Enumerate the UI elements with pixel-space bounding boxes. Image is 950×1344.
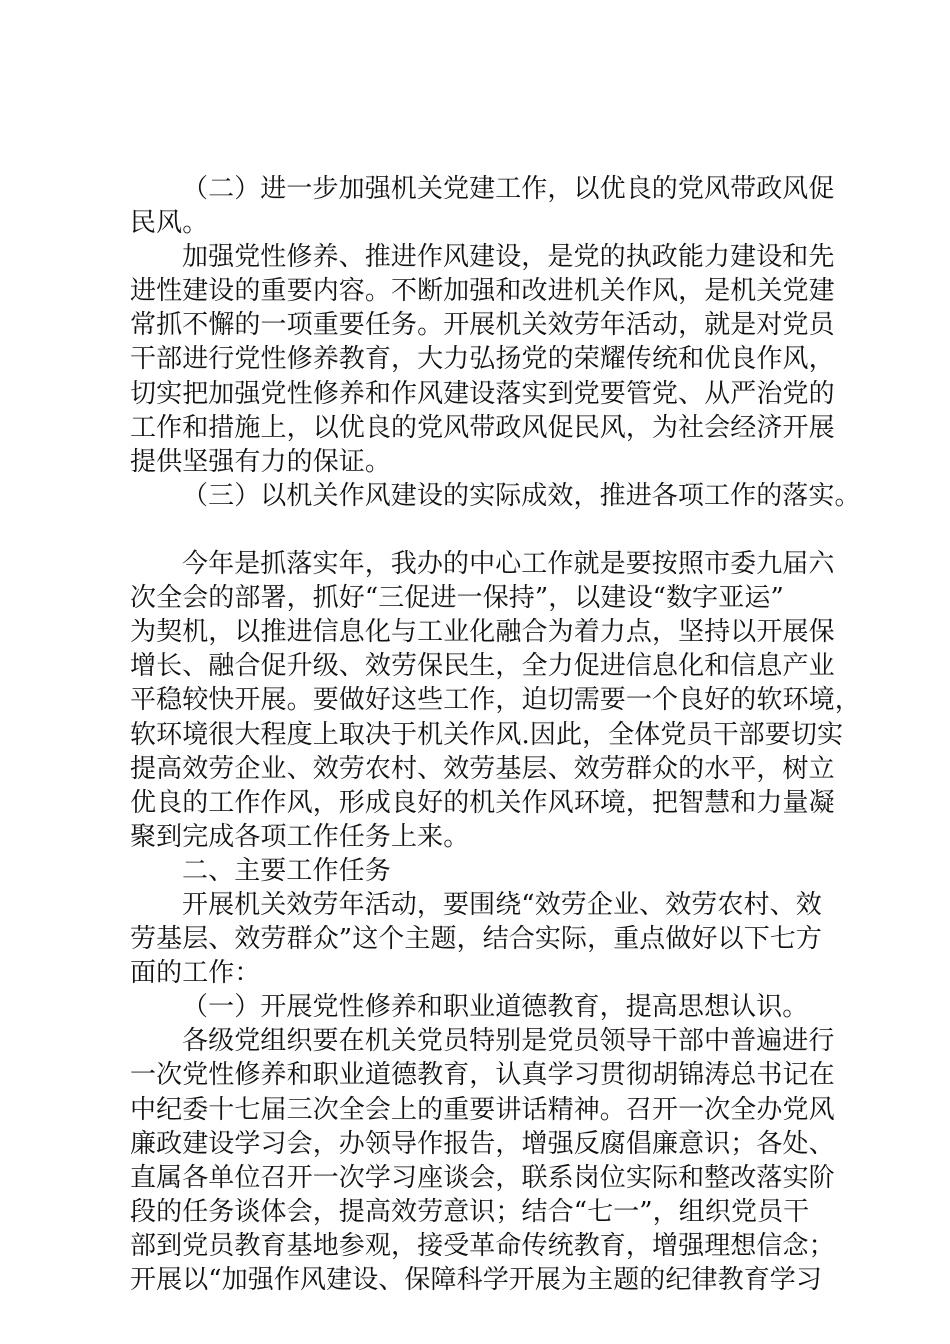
text-line: 进性建设的重要内容。不断加强和改进机关作风，是机关党建 <box>130 276 835 307</box>
text-line: 常抓不懈的一项重要任务。开展机关效劳年活动，就是对党员 <box>130 310 835 341</box>
text-line: 干部进行党性修养教育，大力弘扬党的荣耀传统和优良作风， <box>130 344 835 375</box>
paragraph-start: 今年是抓落实年，我办的中心工作就是要按照市委九届六 <box>182 549 835 580</box>
text-line: 工作和措施上，以优良的党风带政风促民风，为社会经济开展 <box>130 412 835 443</box>
paragraph-start: 加强党性修养、推进作风建设，是党的执政能力建设和先 <box>182 242 835 273</box>
document-body <box>130 172 861 1297</box>
blank-line <box>130 513 830 547</box>
main-heading: 二、主要工作任务 <box>182 855 391 886</box>
text-line: 切实把加强党性修养和作风建设落实到党要管党、从严治党的 <box>130 378 835 409</box>
text-line: 部到党员教育基地参观，接受革命传统教育，增强理想信念； <box>130 1230 835 1261</box>
text-line: 平稳较快开展。要做好这些工作，迫切需要一个良好的软环境， <box>130 685 861 716</box>
paragraph-start: 各级党组织要在机关党员特别是党员领导干部中普遍进行 <box>182 1026 835 1057</box>
text-line: 为契机，以推进信息化与工业化融合为着力点，坚持以开展保 <box>130 617 835 648</box>
text-line: 民风。 <box>130 208 209 239</box>
text-line: 增长、融合促升级、效劳保民生，全力促进信息化和信息产业 <box>130 651 835 682</box>
text-line: 中纪委十七届三次全会上的重要讲话精神。召开一次全办党风 <box>130 1094 835 1125</box>
section-heading-2: （二）进一步加强机关党建工作，以优良的党风带政风促 <box>182 174 835 204</box>
text-line: 直属各单位召开一次学习座谈会，联系岗位实际和整改落实阶 <box>130 1162 835 1193</box>
text-line: 开展以“加强作风建设、保障科学开展为主题的纪律教育学习 <box>130 1265 822 1295</box>
text-line: 劳基层、效劳群众”这个主题，结合实际，重点做好以下七方 <box>130 924 822 955</box>
paragraph-start: 开展机关效劳年活动，要围绕“效劳企业、效劳农村、效 <box>182 889 822 920</box>
text-line: 软环境很大程度上取决于机关作风.因此，全体党员干部要切实 <box>130 719 844 750</box>
text-line: 提高效劳企业、效劳农村、效劳基层、效劳群众的水平，树立 <box>130 753 835 784</box>
text-line: 提供坚强有力的保证。 <box>130 446 392 477</box>
text-line: 廉政建设学习会，办领导作报告，增强反腐倡廉意识；各处、 <box>130 1128 835 1159</box>
text-line: 次全会的部署，抓好“三促进一保持”，以建设“数字亚运” <box>130 583 784 614</box>
text-line: 一次党性修养和职业道德教育，认真学习贯彻胡锦涛总书记在 <box>130 1060 835 1091</box>
text-line: 面的工作： <box>130 958 261 989</box>
text-line: 聚到完成各项工作任务上来。 <box>130 821 470 852</box>
text-line: 优良的工作作风，形成良好的机关作风环境，把智慧和力量凝 <box>130 787 835 818</box>
section-heading-1: （一）开展党性修养和职业道德教育，提高思想认识。 <box>182 992 809 1023</box>
text-line: 段的任务谈体会，提高效劳意识；结合“七一”，组织党员干 <box>130 1196 810 1227</box>
section-heading-3: （三）以机关作风建设的实际成效，推进各项工作的落实。 <box>182 480 861 511</box>
